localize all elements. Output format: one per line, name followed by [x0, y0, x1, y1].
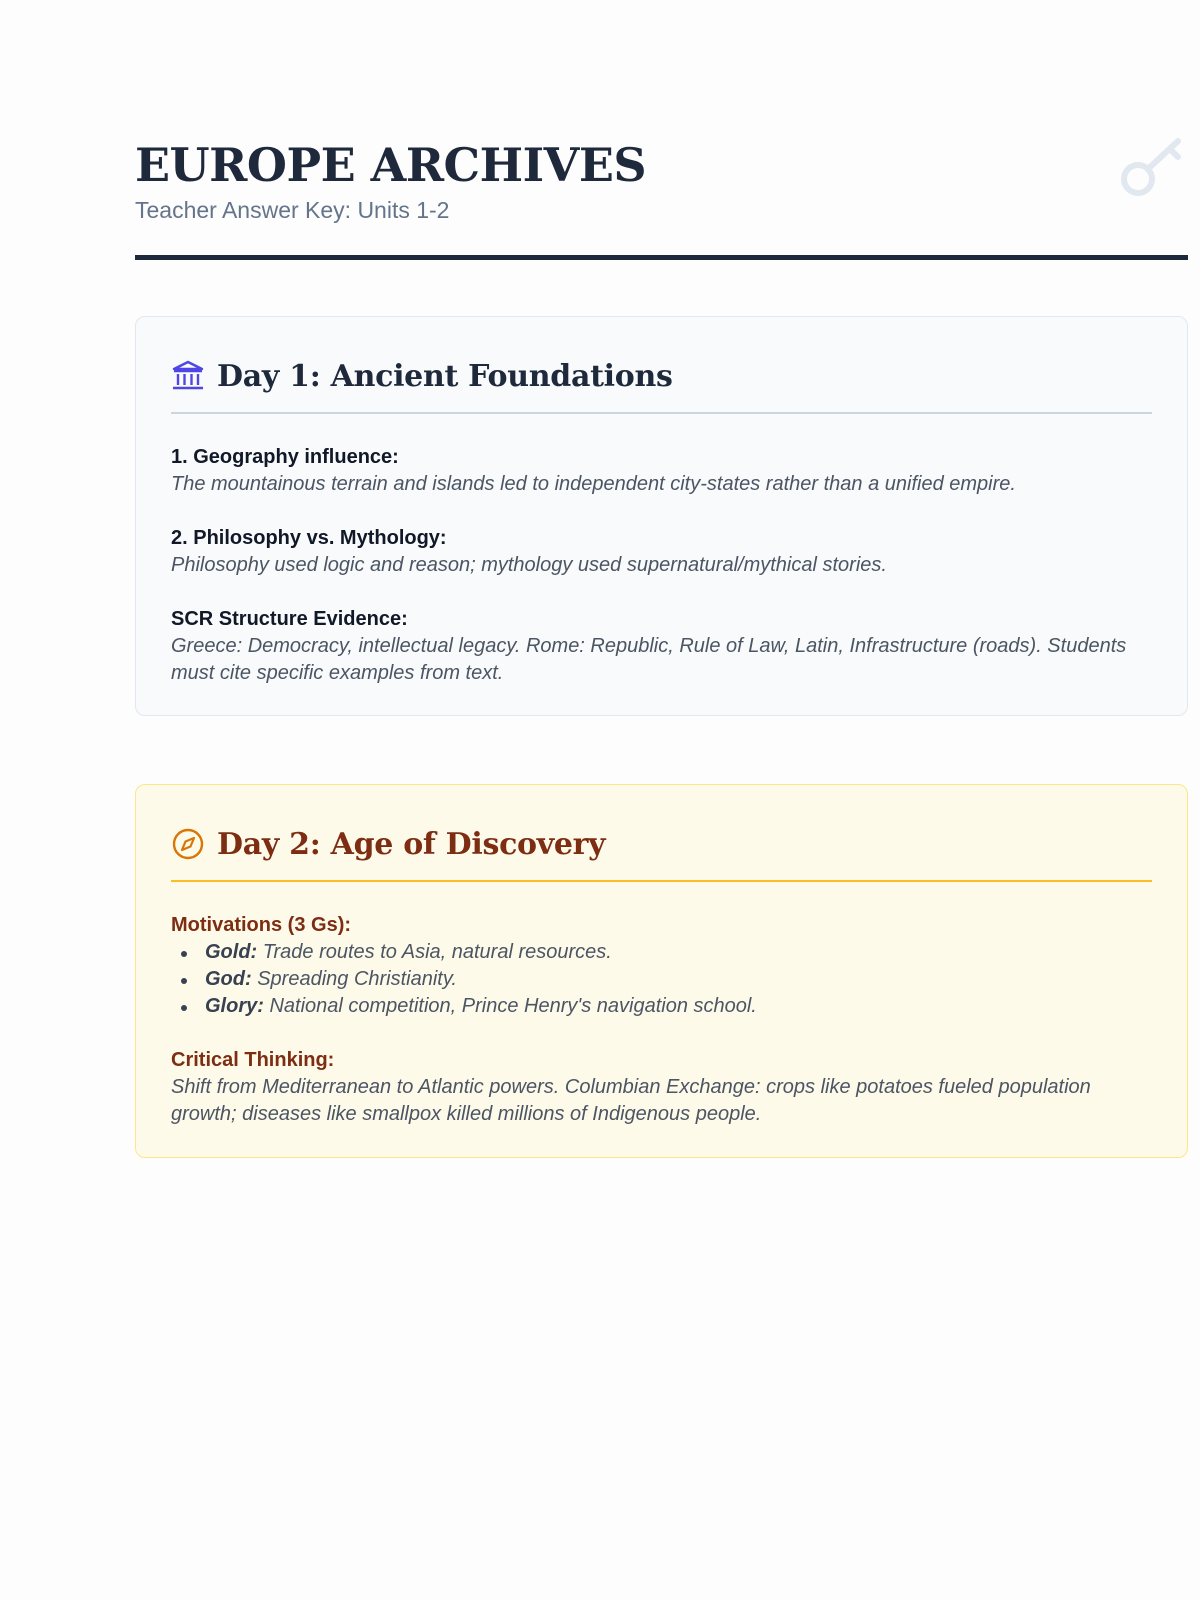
critical-thinking-block: [171, 1047, 1152, 1128]
critical-heading: Critical Thinking:: [171, 1049, 335, 1071]
day1-title: Day 1: Ancient Foundations: [217, 358, 673, 394]
day1-item: [171, 525, 1152, 579]
bullet-term: Glory:: [205, 995, 264, 1017]
day1-item: [171, 444, 1152, 498]
compass-icon: [171, 827, 205, 861]
day1-card: [135, 316, 1188, 716]
answer-text: Greece: Democracy, intellectual legacy. Rome: Republic, Rule of Law, Latin, Infrastructure (roads). Students must cite specific examples from text.: [171, 635, 1127, 684]
list-item: [171, 993, 1152, 1020]
key-icon: [1120, 135, 1188, 199]
page-subtitle: Teacher Answer Key: Units 1-2: [135, 197, 450, 223]
day2-header: [171, 823, 1152, 865]
question-label: 2. Philosophy vs. Mythology:: [171, 527, 447, 549]
motivations-list: [171, 939, 1152, 1020]
landmark-icon: [171, 359, 205, 393]
question-label: 1. Geography influence:: [171, 446, 399, 468]
page-header: [135, 135, 1188, 224]
day2-card: [135, 784, 1188, 1158]
page-title: EUROPE ARCHIVES: [135, 138, 647, 192]
critical-text: Shift from Mediterranean to Atlantic powers. Columbian Exchange: crops like potatoes fueled population growth; diseases like smallpox killed millions of Indigenous people.: [171, 1076, 1091, 1125]
day1-divider: [171, 412, 1152, 414]
list-item: [171, 939, 1152, 966]
motivations-heading: Motivations (3 Gs):: [171, 914, 352, 936]
day1-header: [171, 355, 1152, 397]
day2-divider: [171, 880, 1152, 882]
header-divider: [135, 255, 1188, 260]
motivations-block: [171, 912, 1152, 1020]
bullet-term: God:: [205, 968, 252, 990]
answer-text: The mountainous terrain and islands led to independent city-states rather than a unified empire.: [171, 473, 1016, 495]
bullet-text: National competition, Prince Henry's navigation school.: [263, 995, 757, 1017]
question-label: SCR Structure Evidence:: [171, 608, 408, 630]
day1-item: [171, 606, 1152, 687]
bullet-text: Spreading Christianity.: [251, 968, 457, 990]
bullet-term: Gold:: [205, 941, 258, 963]
answer-text: Philosophy used logic and reason; mythology used supernatural/mythical stories.: [171, 554, 887, 576]
list-item: [171, 966, 1152, 993]
day2-title: Day 2: Age of Discovery: [217, 826, 606, 862]
bullet-text: Trade routes to Asia, natural resources.: [257, 941, 612, 963]
